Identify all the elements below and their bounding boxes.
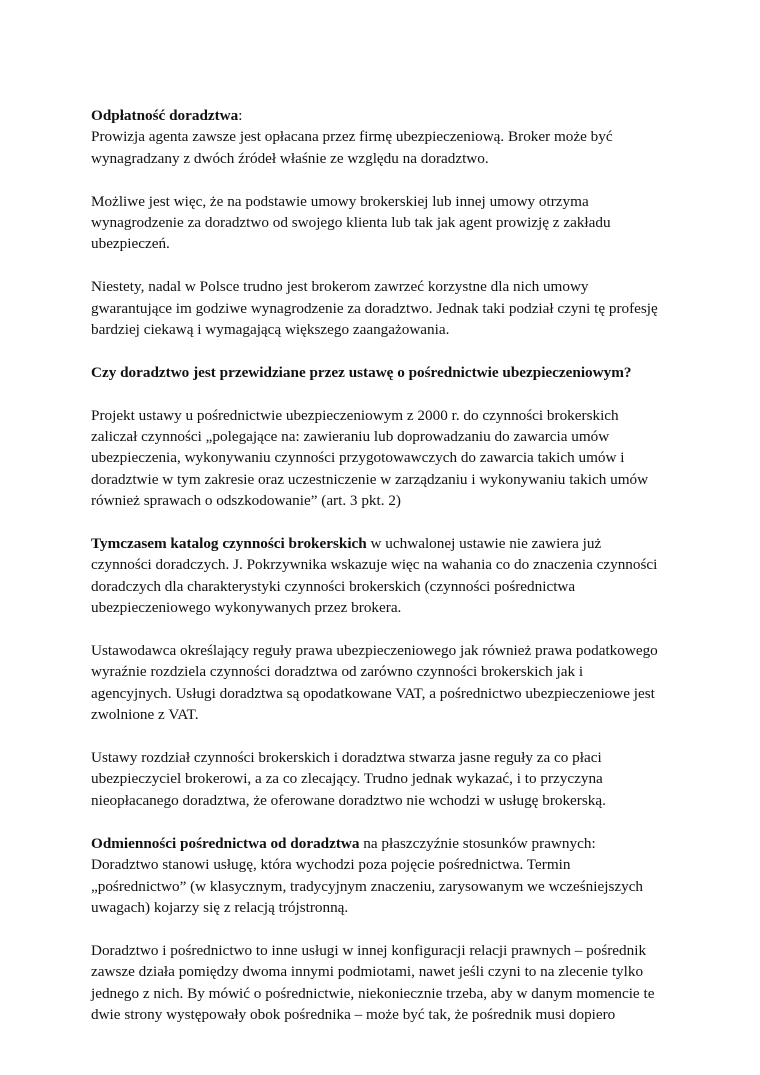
text-line: wynagrodzenie za doradztwo od swojego klienta lub tak jak agent prowizję z zakładu	[91, 214, 611, 232]
text-line: Prowizja agenta zawsze jest opłacana przez firmę ubezpieczeniową. Broker może być	[91, 128, 613, 146]
bold-lead: Odmienności pośrednictwa od doradztwa	[91, 834, 360, 852]
paragraph-odplatnosc	[91, 105, 681, 169]
text-line: wynagradzany z dwóch źródeł właśnie ze względu na doradztwo.	[91, 149, 489, 167]
lead-rest: na płaszczyźnie stosunków prawnych:	[359, 834, 596, 852]
paragraph-mozliwe	[91, 191, 681, 255]
text-line: dwie strony występowały obok pośrednika – może być tak, że pośrednik musi dopiero	[91, 1005, 616, 1023]
text-line: doradczych dla charakterystyki czynności brokerskich (czynności pośrednictwa	[91, 577, 576, 595]
bold-lead: Tymczasem katalog czynności brokerskich	[91, 535, 367, 553]
text-line: ubezpieczeń.	[91, 235, 170, 253]
paragraph-ustawodawca	[91, 640, 681, 726]
bold-lead: Odpłatność doradztwa	[91, 107, 239, 124]
paragraph-projekt-ustawy	[91, 405, 681, 512]
document-page	[91, 105, 681, 1047]
paragraph-odmiennosci	[91, 833, 681, 919]
text-line: jednego z nich. By mówić o pośrednictwie, niekoniecznie trzeba, aby w danym momencie te	[91, 984, 655, 1002]
text-line: Doradztwo stanowi usługę, która wychodzi poza pojęcie pośrednictwa. Termin	[91, 856, 571, 874]
text-line: również sprawach o odszkodowanie” (art. 3 pkt. 2)	[91, 492, 401, 510]
text-line: zaliczał czynności „polegające na: zawieraniu lub doprowadzaniu do zawarcia umów	[91, 428, 610, 446]
text-line: Ustawy rozdział czynności brokerskich i doradztwa stwarza jasne reguły za co płaci	[91, 749, 602, 767]
section-heading: Czy doradztwo jest przewidziane przez ustawę o pośrednictwie ubezpieczeniowym?	[91, 363, 632, 381]
text-line: zawsze działa pomiędzy dwoma innymi podmiotami, nawet jeśli czyni to na zlecenie tylko	[91, 963, 644, 981]
text-line: zwolnione z VAT.	[91, 706, 199, 724]
paragraph-lead-line	[91, 105, 681, 126]
paragraph-tymczasem	[91, 533, 681, 619]
text-line: ubezpieczenia, wykonywaniu czynności przygotowawczych do zawarcia takich umów i	[91, 449, 625, 467]
text-line: Ustawodawca określający reguły prawa ubezpieczeniowego jak również prawa podatkowego	[91, 642, 658, 660]
text-line: Niestety, nadal w Polsce trudno jest brokerom zawrzeć korzystne dla nich umowy	[91, 278, 589, 296]
paragraph-lead-line	[91, 833, 681, 854]
paragraph-lead-line	[91, 533, 681, 554]
text-line: Projekt ustawy u pośrednictwie ubezpieczeniowym z 2000 r. do czynności brokerskich	[91, 406, 619, 424]
text-line: Doradztwo i pośrednictwo to inne usługi w innej konfiguracji relacji prawnych – pośrednik	[91, 941, 647, 959]
lead-rest: w uchwalonej ustawie nie zawiera już	[366, 535, 602, 553]
text-line: „pośrednictwo” (w klasycznym, tradycyjnym znaczeniu, zarysowanym we wcześniejszych	[91, 877, 644, 895]
text-line: ubezpieczyciel brokerowi, a za co zlecający. Trudno jednak wykazać, i to przyczyna	[91, 770, 603, 788]
text-line: ubezpieczeniowego wykonywanych przez brokera.	[91, 599, 402, 617]
text-line: nieopłacanego doradztwa, że oferowane doradztwo nie wchodzi w usługę brokerską.	[91, 791, 606, 809]
text-line: gwarantujące im godziwe wynagrodzenie za doradztwo. Jednak taki podział czyni tę profesję	[91, 299, 658, 317]
text-line: agencyjnych. Usługi doradztwa są opodatkowane VAT, a pośrednictwo ubezpieczeniowe jest	[91, 684, 655, 702]
paragraph-ustawy-rozdzial	[91, 747, 681, 811]
text-line: czynności doradczych. J. Pokrzywnika wskazuje więc na wahania co do znaczenia czynności	[91, 556, 658, 574]
text-line: uwagach) kojarzy się z relacją trójstronną.	[91, 898, 349, 916]
paragraph-niestety	[91, 276, 681, 340]
lead-rest: :	[238, 107, 243, 124]
paragraph-doradztwo-posrednictwo	[91, 940, 681, 1026]
text-line: doradztwie w tym zakresie oraz uczestniczenie w zarządzaniu i wykonywaniu takich umów	[91, 470, 649, 488]
text-line: wyraźnie rozdziela czynności doradztwa od zarówno czynności brokerskich jak i	[91, 663, 584, 681]
text-line: bardziej ciekawą i wymagającą większego zaangażowania.	[91, 321, 450, 339]
text-line: Możliwe jest więc, że na podstawie umowy brokerskiej lub innej umowy otrzyma	[91, 192, 589, 210]
